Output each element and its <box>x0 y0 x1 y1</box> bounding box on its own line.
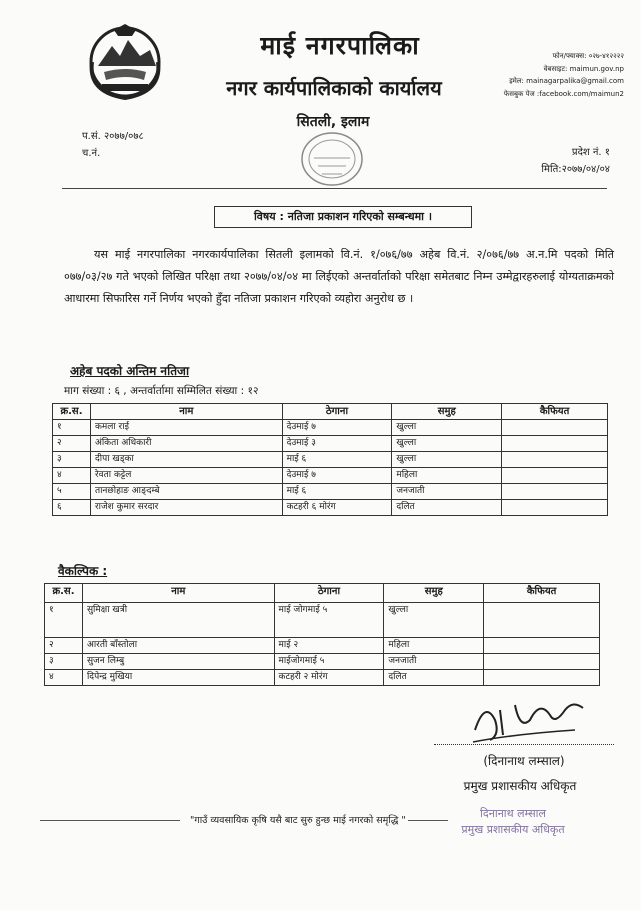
cell-sn: १ <box>53 420 91 436</box>
office-stamp-icon <box>300 130 364 188</box>
cell-group: खुल्ला <box>384 603 484 638</box>
table-row <box>45 603 600 638</box>
cell-remarks <box>502 436 608 452</box>
reference-number: प.सं. २०७७/०७८ <box>82 131 144 142</box>
header-name: नाम <box>82 584 274 603</box>
cell-group: जनजाती <box>392 484 502 500</box>
subject-box: विषय : नतिजा प्रकाशन गरिएको सम्बन्धमा । <box>214 206 472 228</box>
cell-address: माई ६ <box>282 452 392 468</box>
cell-group: खुल्ला <box>392 436 502 452</box>
dispatch-number: च.नं. <box>82 148 101 159</box>
table-header-row <box>53 404 608 420</box>
cell-name: अंकिता अधिकारी <box>90 436 282 452</box>
cell-group: दलित <box>392 500 502 516</box>
table-row <box>53 436 608 452</box>
body-paragraph: यस माई नगरपालिका नगरकार्यपालिका सितली इलामको वि.नं. १/०७६/७७ अहेब वि.नं. २/०७६/७७ अ.न.मि पदको मिति ०७७/०३/२७ गते भएको लिखित परिक्षा तथा २०७७/०४/०४ मा लिईएको अन्तर्वार्ताको परिक्षा समेतबाट निम्न उम्मेद्वारहरुलाई योग्यताक्रमको आधारमा सिफारिस गर्ने निर्णय भएको हुँदा नतिजा प्रकाशन गरिएको व्यहोरा अनुरोध छ । <box>64 248 614 305</box>
cell-sn: ५ <box>53 484 91 500</box>
alternate-title: वैकल्पिक : <box>58 564 108 578</box>
cell-address: माईजोगमाई ५ <box>274 654 384 670</box>
header-remarks: कैफियत <box>484 584 600 603</box>
cell-remarks <box>502 420 608 436</box>
cell-address: माई जोगमाई ५ <box>274 603 384 638</box>
contact-phone: फोन/फ्याक्स: ०२७-४१२२२२ <box>552 52 624 60</box>
divider <box>62 188 607 189</box>
cell-remarks <box>502 500 608 516</box>
cell-name: आरती बाँस्तोला <box>82 638 274 654</box>
cell-sn: २ <box>45 638 83 654</box>
cell-remarks <box>502 452 608 468</box>
table-row <box>45 638 600 654</box>
table-row <box>53 420 608 436</box>
cell-address: देउमाई ७ <box>282 420 392 436</box>
cell-remarks <box>484 603 600 638</box>
cell-group: खुल्ला <box>392 452 502 468</box>
table-row <box>53 452 608 468</box>
header-sn: क्र.स. <box>45 584 83 603</box>
name-stamp <box>448 806 578 838</box>
reference-left <box>82 128 144 162</box>
office-place: सितली, इलाम <box>296 114 370 130</box>
table-row <box>45 670 600 686</box>
cell-address: माई ६ <box>282 484 392 500</box>
header-sn: क्र.स. <box>53 404 91 420</box>
cell-sn: ४ <box>53 468 91 484</box>
final-results-table <box>52 403 608 516</box>
footer-slogan: "गाउँ व्यवसायिक कृषि यसै बाट सुरु हुन्छ माई नगरको समृद्धि " <box>190 815 406 826</box>
cell-name: दिपेन्द्र मुखिया <box>82 670 274 686</box>
cell-address: कटहरी २ मोरंग <box>274 670 384 686</box>
stamp-title: प्रमुख प्रशासकीय अधिकृत <box>461 823 565 836</box>
province: प्रदेश नं. १ <box>571 147 610 158</box>
org-name: माई नगरपालिका <box>260 31 420 60</box>
reference-right <box>520 144 610 178</box>
office-name: नगर कार्यपालिकाको कार्यालय <box>226 76 442 100</box>
table-header-row <box>45 584 600 603</box>
cell-address: माई २ <box>274 638 384 654</box>
cell-group: महिला <box>392 468 502 484</box>
cell-name: राजेश कुमार सरदार <box>90 500 282 516</box>
cell-remarks <box>484 638 600 654</box>
cell-sn: ६ <box>53 500 91 516</box>
cell-remarks <box>484 654 600 670</box>
header-address: ठेगाना <box>274 584 384 603</box>
cell-sn: ३ <box>45 654 83 670</box>
cell-name: सुमिक्षा खत्री <box>82 603 274 638</box>
header-group: समुह <box>384 584 484 603</box>
stamp-name: दिनानाथ लम्साल <box>480 807 546 820</box>
cell-sn: १ <box>45 603 83 638</box>
nepal-emblem-icon <box>84 22 166 102</box>
footer-divider-right <box>408 820 448 821</box>
cell-sn: ४ <box>45 670 83 686</box>
cell-name: सुजन लिम्बु <box>82 654 274 670</box>
date: मिति:२०७७/०४/०४ <box>541 164 610 175</box>
signatory-name: (दिनानाथ लम्साल) <box>483 754 565 768</box>
cell-name: रेवता कट्टेल <box>90 468 282 484</box>
footer-divider-left <box>40 820 180 821</box>
alternate-table <box>44 583 600 686</box>
table-row <box>53 500 608 516</box>
cell-remarks <box>484 670 600 686</box>
signature-line <box>434 744 614 745</box>
cell-group: खुल्ला <box>392 420 502 436</box>
contact-block <box>484 50 624 100</box>
cell-name: कमला राई <box>90 420 282 436</box>
cell-address: देउमाई ३ <box>282 436 392 452</box>
final-results-title: अहेब पदको अन्तिम नतिजा <box>70 364 190 378</box>
final-results-subtitle: माग संख्या : ६ , अन्तर्वार्तामा सम्मिलित संख्या : १२ <box>64 385 259 397</box>
signatory-title: प्रमुख प्रशासकीय अधिकृत <box>463 779 577 793</box>
table-row <box>53 468 608 484</box>
handwritten-signature-icon <box>455 690 605 750</box>
cell-remarks <box>502 484 608 500</box>
cell-group: दलित <box>384 670 484 686</box>
contact-email: इमेल: mainagarpalika@gmail.com <box>509 77 624 85</box>
header-name: नाम <box>90 404 282 420</box>
cell-remarks <box>502 468 608 484</box>
cell-group: महिला <box>384 638 484 654</box>
table-row <box>53 484 608 500</box>
cell-group: जनजाती <box>384 654 484 670</box>
cell-sn: २ <box>53 436 91 452</box>
cell-address: देउमाई ७ <box>282 468 392 484</box>
cell-name: तानछोहाङ आङ्‌दम्बे <box>90 484 282 500</box>
cell-name: दीपा खड्का <box>90 452 282 468</box>
header-remarks: कैफियत <box>502 404 608 420</box>
cell-address: कटहरी ६ मोरंग <box>282 500 392 516</box>
cell-sn: ३ <box>53 452 91 468</box>
header-address: ठेगाना <box>282 404 392 420</box>
contact-website: वेबसाइट: maimun.gov.np <box>543 64 624 73</box>
table-row <box>45 654 600 670</box>
contact-facebook: फेसबुक पेज :facebook.com/maimun2 <box>503 89 624 98</box>
header-group: समुह <box>392 404 502 420</box>
